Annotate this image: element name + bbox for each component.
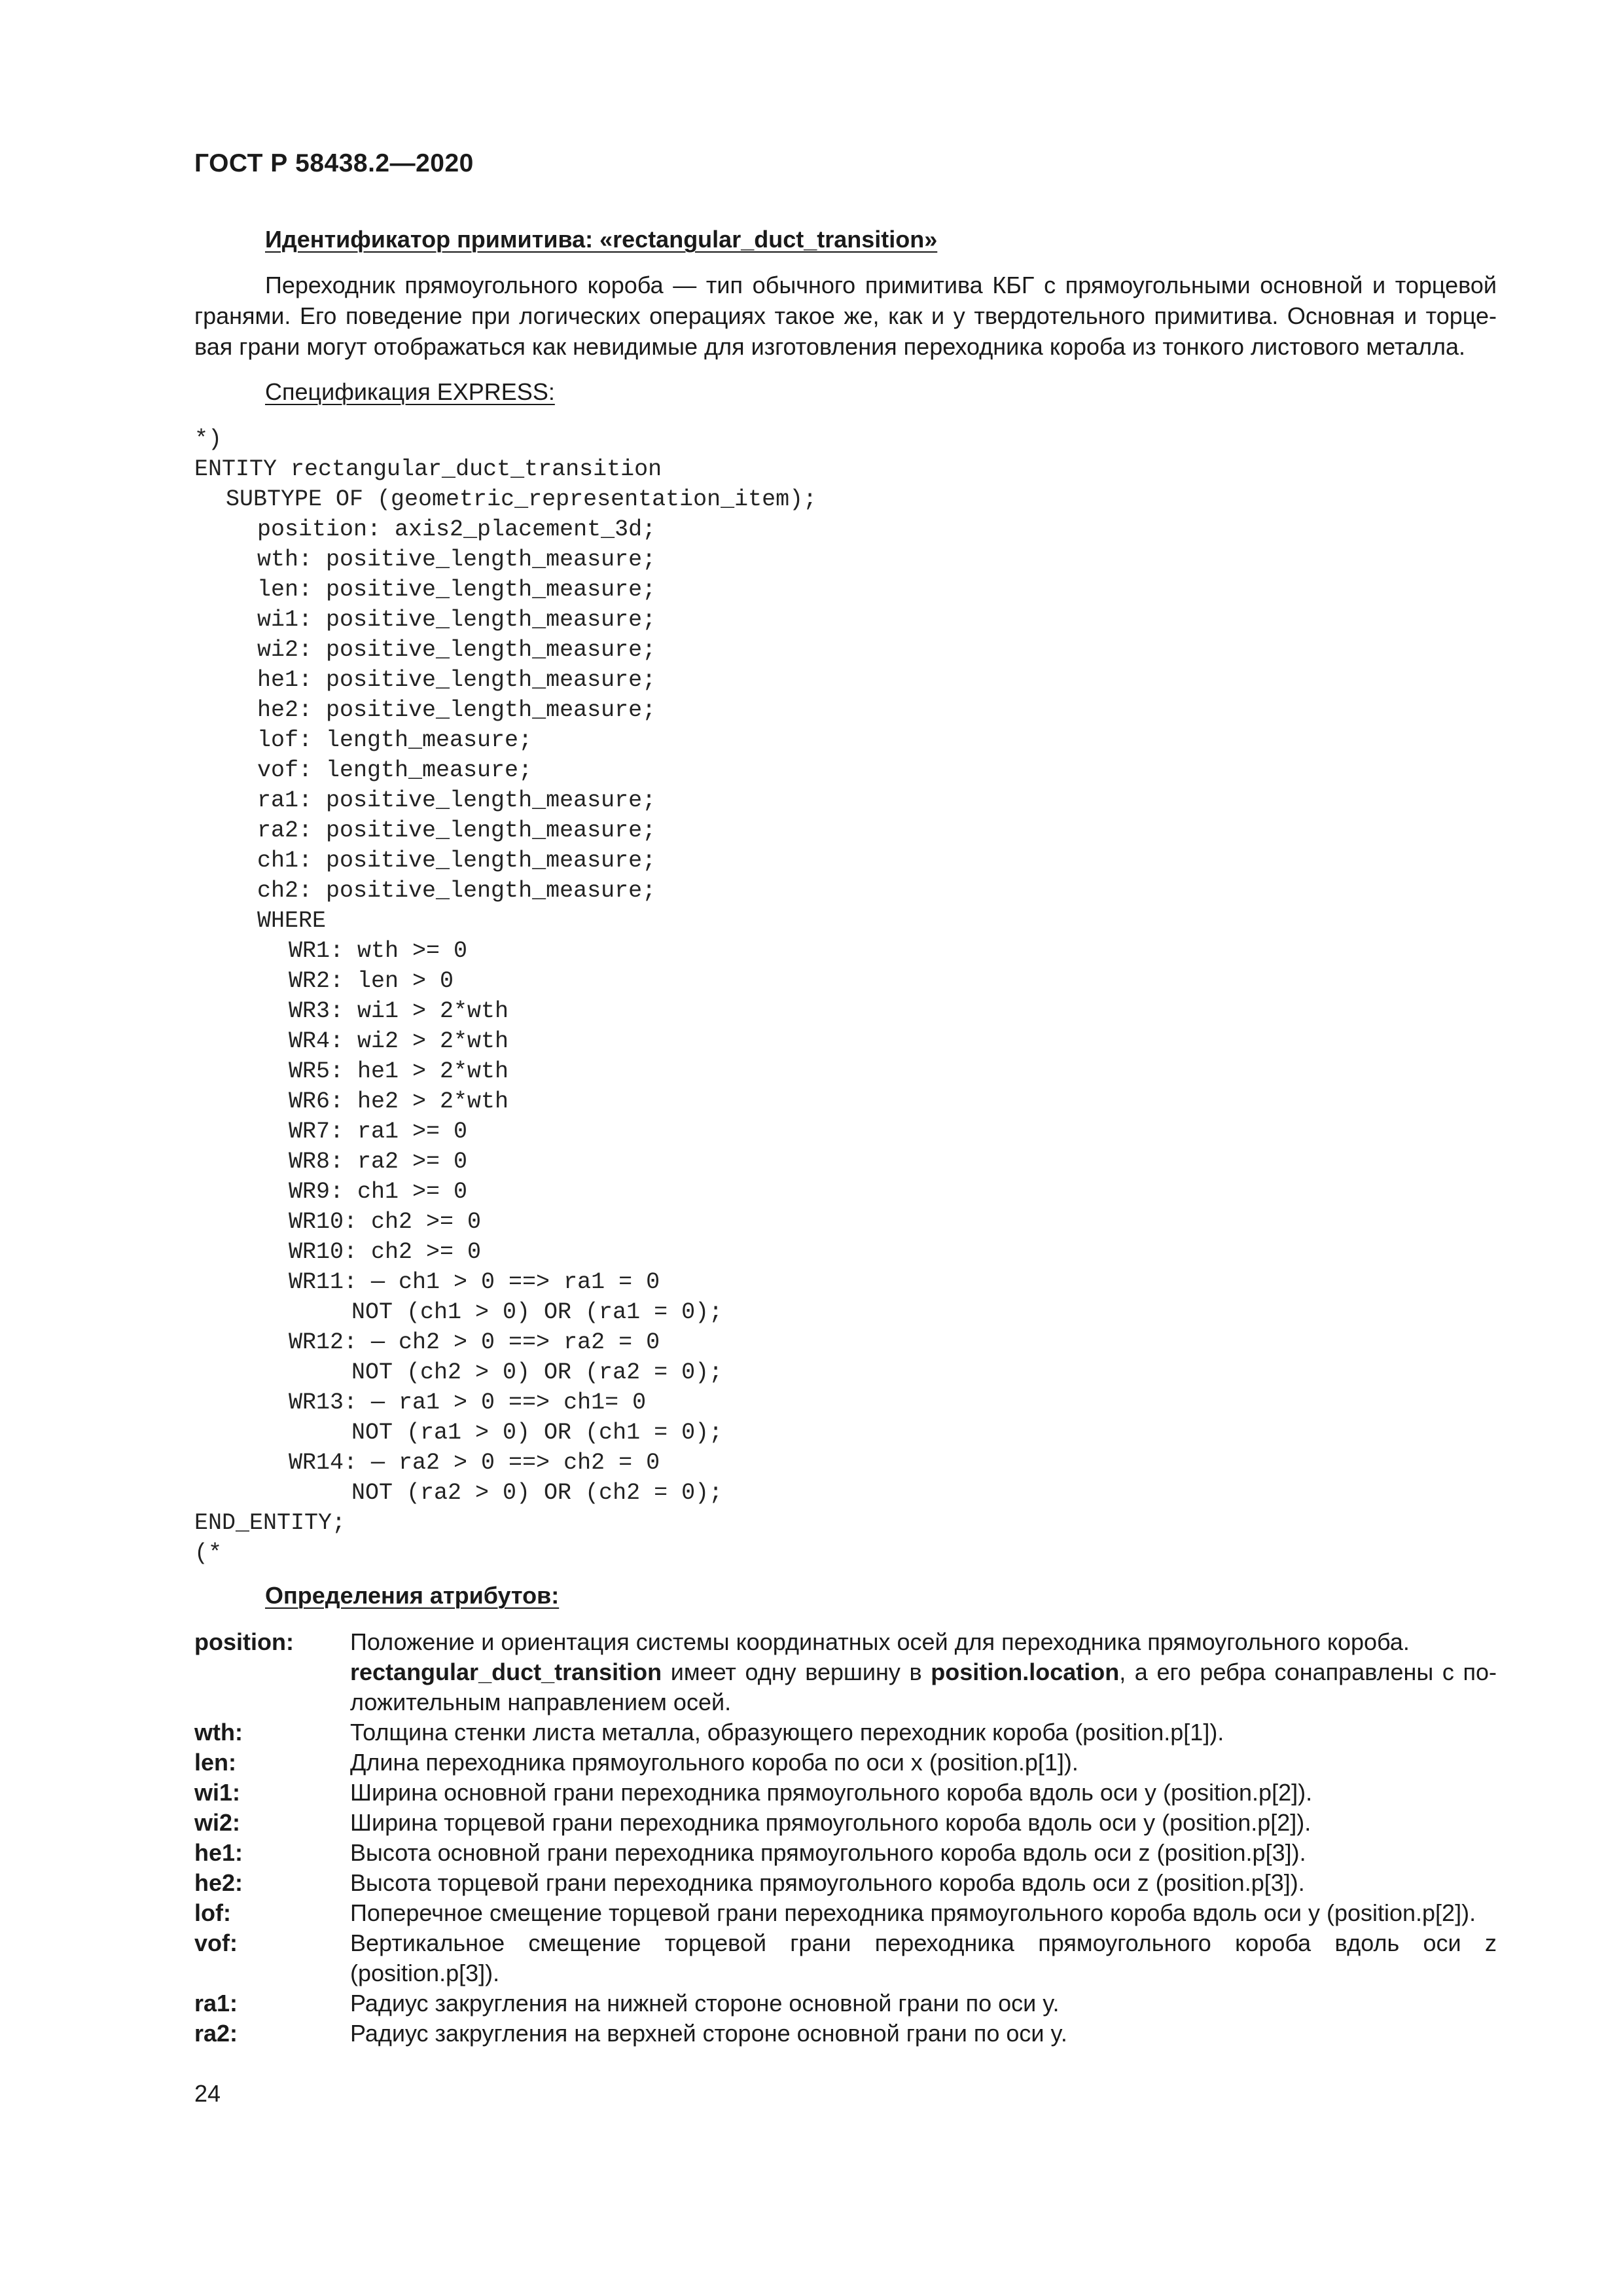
definition-term: position:: [194, 1628, 294, 1655]
document-page: [194, 0, 1497, 2296]
document-code-header: ГОСТ Р 58438.2—2020: [194, 149, 474, 177]
definition-text: [350, 1778, 1497, 1808]
attribute-name: position.location: [931, 1659, 1120, 1685]
code-line: WR3: wi1 > 2*wth: [289, 998, 509, 1024]
definition-line: Высота основной грани переходника прямоугольного короба вдоль оси z (position.p[3]).: [350, 1839, 1306, 1866]
code-line: NOT (ch2 > 0) OR (ra2 = 0);: [351, 1359, 723, 1386]
definition-term: vof:: [194, 1929, 238, 1956]
definition-text: [350, 1898, 1497, 1928]
definition-text: [350, 1717, 1497, 1748]
definition-line: Радиус закругления на верхней стороне основной грани по оси y.: [350, 2020, 1067, 2047]
code-line: NOT (ra2 > 0) OR (ch2 = 0);: [351, 1480, 723, 1506]
code-line: wi1: positive_length_measure;: [257, 607, 656, 633]
code-line: vof: length_measure;: [257, 757, 533, 783]
definition-line: Положение и ориентация системы координатных осей для переходника прямоугольного короба.: [350, 1628, 1410, 1655]
definition-line: Поперечное смещение торцевой грани переходника прямоугольного короба вдоль оси y (position.p[2]).: [350, 1899, 1476, 1926]
code-line: WR14: — ra2 > 0 ==> ch2 = 0: [289, 1450, 660, 1476]
definition-vof: [194, 1928, 1497, 1988]
definition-term: lof:: [194, 1899, 231, 1926]
code-line: WR11: — ch1 > 0 ==> ra1 = 0: [289, 1269, 660, 1295]
intro-paragraph: [194, 270, 1497, 362]
code-line: WR2: len > 0: [289, 968, 454, 994]
code-line: WR10: ch2 >= 0: [289, 1209, 482, 1235]
code-line: WR7: ra1 >= 0: [289, 1119, 468, 1145]
code-line: END_ENTITY;: [194, 1510, 346, 1536]
definition-term: len:: [194, 1749, 237, 1776]
definition-position: [194, 1627, 1497, 1717]
definition-text: [350, 1748, 1497, 1778]
express-code-block: [194, 424, 817, 1568]
definition-text: [350, 2018, 1497, 2049]
definition-line: Ширина торцевой грани переходника прямоугольного короба вдоль оси y (position.p[2]).: [350, 1809, 1311, 1836]
definition-he2: [194, 1868, 1497, 1898]
definition-wi1: [194, 1778, 1497, 1808]
definition-term: wi1:: [194, 1779, 241, 1806]
definition-lof: [194, 1898, 1497, 1928]
definition-len: [194, 1748, 1497, 1778]
definition-he1: [194, 1838, 1497, 1868]
code-line: WR4: wi2 > 2*wth: [289, 1028, 509, 1054]
definition-line: Длина переходника прямоугольного короба по оси x (position.p[1]).: [350, 1749, 1079, 1776]
definition-text: [350, 1627, 1497, 1717]
definition-term: he2:: [194, 1869, 243, 1896]
definition-term: ra1:: [194, 1990, 238, 2017]
code-line: WR1: wth >= 0: [289, 938, 468, 964]
code-line: WR12: — ch2 > 0 ==> ra2 = 0: [289, 1329, 660, 1355]
code-line: WR10: ch2 >= 0: [289, 1239, 482, 1265]
definition-line: Вертикальное смещение торцевой грани переходника прямоугольного короба вдоль оси z: [350, 1929, 1497, 1956]
definition-wth: [194, 1717, 1497, 1748]
intro-line: вая грани могут отображаться как невидимые для изготовления переходника короба из тонкого листового металла.: [194, 333, 1466, 360]
code-line: wth: positive_length_measure;: [257, 547, 656, 573]
definition-text: [350, 1868, 1497, 1898]
code-line: he2: positive_length_measure;: [257, 697, 656, 723]
definition-line: (position.p[3]).: [350, 1960, 500, 1986]
code-line: (*: [194, 1540, 223, 1566]
code-line: ch2: positive_length_measure;: [257, 878, 656, 904]
intro-line: Переходник прямоугольного короба — тип обычного примитива КБГ с прямоугольными основной и торцевой: [265, 272, 1497, 298]
code-line: wi2: positive_length_measure;: [257, 637, 656, 663]
definition-line: [350, 1657, 1497, 1687]
code-line: NOT (ch1 > 0) OR (ra1 = 0);: [351, 1299, 723, 1325]
code-line: WR6: he2 > 2*wth: [289, 1088, 509, 1115]
code-line: SUBTYPE OF (geometric_representation_item);: [226, 486, 817, 512]
definition-term: ra2:: [194, 2020, 238, 2047]
code-line: *): [194, 426, 223, 452]
intro-line: гранями. Его поведение при логических операциях такое же, как и у твердотельного примитива. Основная и торце-: [194, 302, 1497, 329]
attribute-definitions-title: Определения атрибутов:: [265, 1582, 560, 1609]
definition-ra1: [194, 1988, 1497, 2018]
code-line: WR13: — ra1 > 0 ==> ch1= 0: [289, 1390, 647, 1416]
definition-line: Высота торцевой грани переходника прямоугольного короба вдоль оси z (position.p[3]).: [350, 1869, 1305, 1896]
definition-text: [350, 1808, 1497, 1838]
code-line: WR5: he1 > 2*wth: [289, 1058, 509, 1085]
code-line: ra1: positive_length_measure;: [257, 787, 656, 814]
definition-ra2: [194, 2018, 1497, 2049]
definition-term: wi2:: [194, 1809, 241, 1836]
definition-line: Ширина основной грани переходника прямоугольного короба вдоль оси y (position.p[2]).: [350, 1779, 1313, 1806]
code-line: WR9: ch1 >= 0: [289, 1179, 468, 1205]
code-line: ra2: positive_length_measure;: [257, 817, 656, 844]
code-line: WHERE: [257, 908, 327, 934]
definition-text: [350, 1988, 1497, 2018]
code-line: ENTITY rectangular_duct_transition: [194, 456, 662, 482]
page-number: 24: [194, 2080, 221, 2107]
entity-name: rectangular_duct_transition: [350, 1659, 662, 1685]
definition-line: ложительным направлением осей.: [350, 1689, 732, 1715]
express-spec-title: Спецификация EXPRESS:: [265, 378, 555, 405]
code-line: lof: length_measure;: [257, 727, 533, 753]
code-line: position: axis2_placement_3d;: [257, 516, 656, 543]
code-line: len: positive_length_measure;: [257, 577, 656, 603]
definition-term: wth:: [194, 1719, 243, 1746]
code-line: he1: positive_length_measure;: [257, 667, 656, 693]
definition-text: [350, 1838, 1497, 1868]
definition-term: he1:: [194, 1839, 243, 1866]
definition-wi2: [194, 1808, 1497, 1838]
definition-line: Радиус закругления на нижней стороне основной грани по оси y.: [350, 1990, 1060, 2017]
primitive-identifier-title: Идентификатор примитива: «rectangular_duct_transition»: [265, 226, 938, 253]
code-line: ch1: positive_length_measure;: [257, 848, 656, 874]
code-line: WR8: ra2 >= 0: [289, 1149, 468, 1175]
attribute-definitions-list: [194, 1627, 1497, 2049]
code-line: NOT (ra1 > 0) OR (ch1 = 0);: [351, 1420, 723, 1446]
definition-line: Толщина стенки листа металла, образующего переходник короба (position.p[1]).: [350, 1719, 1224, 1746]
definition-fragment: , а его ребра сонаправлены с по-: [1119, 1659, 1497, 1685]
definition-fragment: имеет одну вершину в: [662, 1659, 931, 1685]
definition-text: [350, 1928, 1497, 1988]
